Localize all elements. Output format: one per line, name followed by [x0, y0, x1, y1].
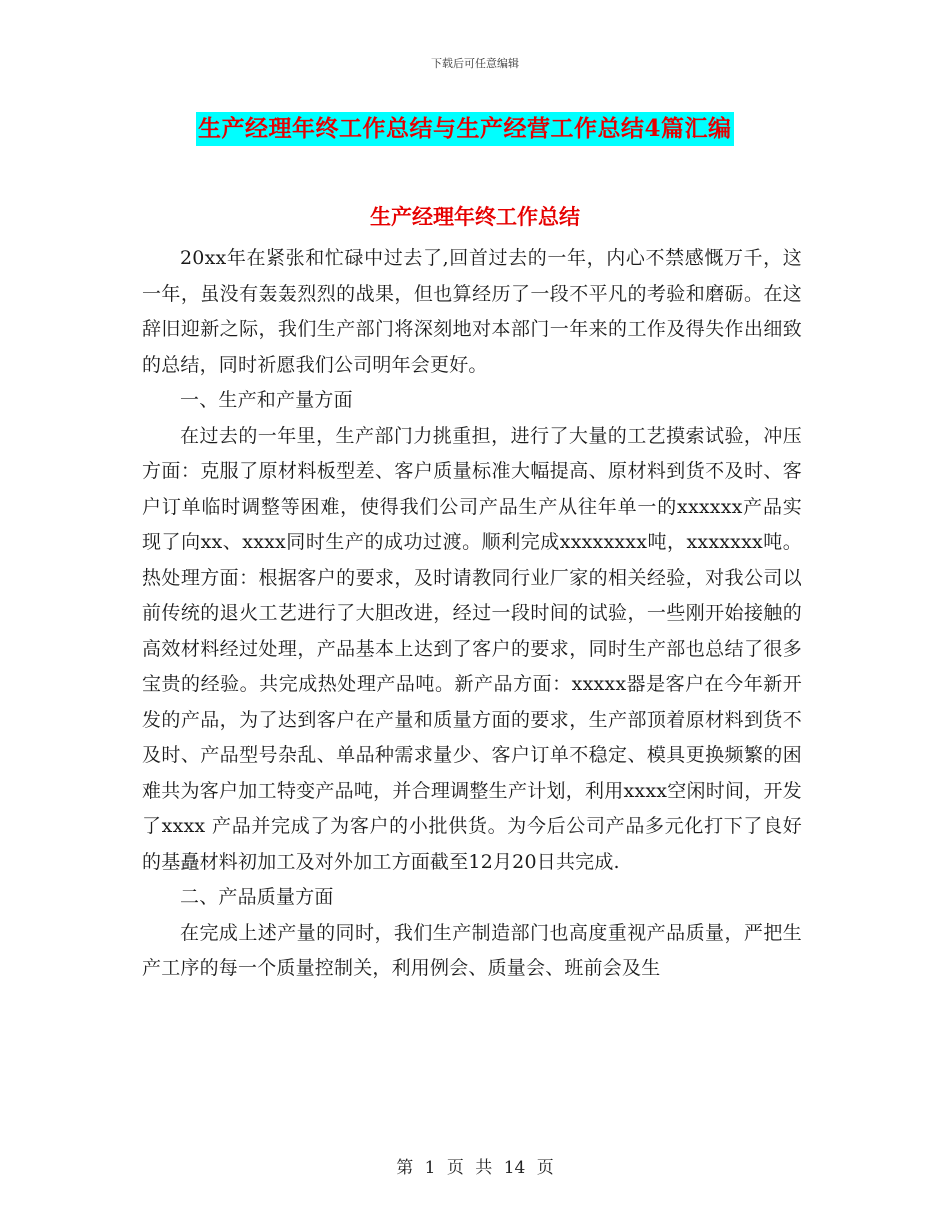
document-body [142, 241, 802, 987]
page-header-note: 下载后可任意编辑 [431, 57, 519, 70]
heading-product-quality: 二、产品质量方面 [180, 886, 334, 908]
heading-production-output: 一、生产和产量方面 [180, 389, 353, 411]
page-footer-pagination: 第 1 页 共 14 页 [396, 1158, 554, 1178]
paragraph-product-quality: 在完成上述产量的同时，我们生产制造部门也高度重视产品质量，严把生产工序的每一个质量控制关，利用例会、质量会、班前会及生 [142, 921, 802, 979]
paragraph-production-output: 在过去的一年里，生产部门力挑重担，进行了大量的工艺摸索试验，冲压方面：克服了原材料板型差、客户质量标准大幅提高、原材料到货不及时、客户订单临时调整等困难，使得我们公司产品生产从往年单一的xxxxxx产品实现了向xx、xxxx同时生产的成功过渡。顺利完成xxxxxxxx吨，xxxxxxx吨。热处理方面：根据客户的要求，及时请教同行业厂家的相关经验，对我公司以前传统的退火工艺进行了大胆改进，经过一段时间的试验，一些刚开始接触的高效材料经过处理，产品基本上达到了客户的要求，同时生产部也总结了很多宝贵的经验。共完成热处理产品吨。新产品方面：xxxxx器是客户在今年新开发的产品，为了达到客户在产量和质量方面的要求，生产部顶着原材料到货不及时、产品型号杂乱、单品种需求量少、客户订单不稳定、模具更换频繁的困难共为客户加工特变产品吨，并合理调整生产计划，利用xxxx空闲时间，开发了xxxx 产品并完成了为客户的小批供货。为今后公司产品多元化打下了良好的基矗材料初加工及对外加工方面截至12月20日共完成. [142, 424, 802, 873]
paragraph-intro: 20xx年在紧张和忙碌中过去了,回首过去的一年，内心不禁感慨万千，这一年，虽没有轰轰烈烈的战果，但也算经历了一段不平凡的考验和磨砺。在这辞旧迎新之际，我们生产部门将深刻地对本部门一年来的工作及得失作出细致的总结，同时祈愿我们公司明年会更好。 [142, 247, 802, 376]
document-title: 生产经理年终工作总结与生产经营工作总结4篇汇编 [196, 112, 734, 146]
section-title: 生产经理年终工作总结 [370, 204, 580, 229]
